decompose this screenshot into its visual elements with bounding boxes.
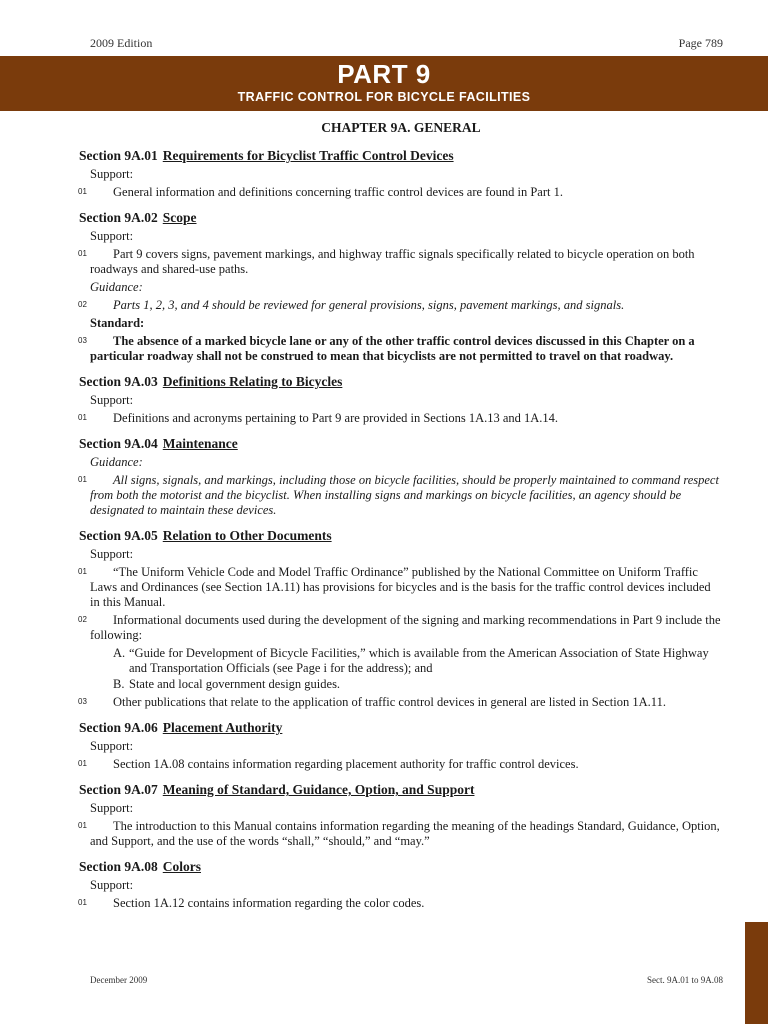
heading-label: Support: xyxy=(90,393,134,407)
heading-label: Guidance: xyxy=(90,280,143,294)
section-heading xyxy=(79,528,723,544)
section xyxy=(79,782,723,849)
paragraph-number: 01 xyxy=(78,249,87,258)
paragraph-number: 01 xyxy=(78,413,87,422)
edition-label: 2009 Edition xyxy=(90,36,153,50)
paragraph-text: The absence of a marked bicycle lane or any of the other traffic control devices discussed in this Chapter on a particular roadway shall not be construed to mean that bicyclists are not permitted to travel on that roadway. xyxy=(90,334,695,363)
section-title: Placement Authority xyxy=(162,720,283,735)
list-marker: A. xyxy=(113,646,126,660)
paragraph-number: 01 xyxy=(78,759,87,768)
section-heading xyxy=(79,436,723,452)
section-heading xyxy=(79,859,723,875)
paragraph-number: 01 xyxy=(78,187,87,196)
heading-label: Guidance: xyxy=(90,455,143,469)
paragraph-number: 01 xyxy=(78,475,87,484)
paragraph-text: The introduction to this Manual contains information regarding the meaning of the headings Standard, Guidance, Option, and Support, and the use of the words “shall,” “should,” and “may.” xyxy=(90,819,720,848)
heading-label: Support: xyxy=(90,229,134,243)
section-number: Section 9A.07 xyxy=(79,782,158,797)
footer-section-range: Sect. 9A.01 to 9A.08 xyxy=(647,975,723,985)
section-heading xyxy=(79,210,723,226)
paragraph xyxy=(79,757,723,772)
section-number: Section 9A.03 xyxy=(79,374,158,389)
section-heading xyxy=(79,148,723,164)
heading-label: Standard: xyxy=(90,316,145,330)
section-number: Section 9A.04 xyxy=(79,436,158,451)
paragraph xyxy=(79,298,723,313)
section-title: Colors xyxy=(162,859,201,874)
paragraph xyxy=(79,334,723,364)
section-number: Section 9A.06 xyxy=(79,720,158,735)
paragraph-text: “The Uniform Vehicle Code and Model Traffic Ordinance” published by the National Committee on Uniform Traffic Laws and Ordinances (see Section 1A.11) has provisions for bicycles and is the basis for the traffic control devices included in this Manual. xyxy=(90,565,711,609)
paragraph xyxy=(79,473,723,518)
part-title: PART 9 xyxy=(337,59,431,89)
section-title: Relation to Other Documents xyxy=(162,528,332,543)
page-header xyxy=(90,36,723,52)
section-title: Definitions Relating to Bicycles xyxy=(162,374,343,389)
paragraph-number: 03 xyxy=(78,336,87,345)
paragraph-text: Section 1A.12 contains information regarding the color codes. xyxy=(113,896,425,910)
paragraph xyxy=(79,695,723,710)
paragraph-number: 01 xyxy=(78,898,87,907)
list-item-text: State and local government design guides. xyxy=(129,677,341,691)
section xyxy=(79,528,723,710)
heading-label: Support: xyxy=(90,878,134,892)
section-number: Section 9A.08 xyxy=(79,859,158,874)
part-subtitle: TRAFFIC CONTROL FOR BICYCLE FACILITIES xyxy=(237,90,531,104)
page-number: Page 789 xyxy=(678,36,723,50)
paragraph-text: Part 9 covers signs, pavement markings, and highway traffic signals specifically related to bicycle operation on both roadways and shared-use paths. xyxy=(90,247,695,276)
heading-label: Support: xyxy=(90,739,134,753)
section-heading xyxy=(79,782,723,798)
paragraph-number: 03 xyxy=(78,697,87,706)
section-title: Meaning of Standard, Guidance, Option, and Support xyxy=(162,782,475,797)
heading-label: Support: xyxy=(90,801,134,815)
page-body xyxy=(79,120,723,921)
paragraph xyxy=(79,613,723,643)
section xyxy=(79,859,723,911)
paragraph-text: All signs, signals, and markings, including those on bicycle facilities, should be properly maintained to command respect from both the motorist and the bicyclist. When installing signs and markings on bicycle facilities, an agency should be designated to maintain these devices. xyxy=(90,473,719,517)
section-title: Requirements for Bicyclist Traffic Control Devices xyxy=(162,148,454,163)
paragraph-text: Other publications that relate to the application of traffic control devices in general are listed in Section 1A.11. xyxy=(113,695,666,709)
paragraph xyxy=(79,896,723,911)
paragraph-text: Definitions and acronyms pertaining to Part 9 are provided in Sections 1A.13 and 1A.14. xyxy=(113,411,559,425)
part-banner xyxy=(0,56,768,111)
sections-container xyxy=(79,148,723,911)
section xyxy=(79,374,723,426)
paragraph xyxy=(79,565,723,610)
list-marker: B. xyxy=(113,677,125,691)
heading-label: Support: xyxy=(90,547,134,561)
section xyxy=(79,148,723,200)
section-title: Maintenance xyxy=(162,436,238,451)
list-item xyxy=(113,677,723,692)
paragraph xyxy=(79,411,723,426)
list-item-text: “Guide for Development of Bicycle Facilities,” which is available from the American Association of State Highway and Transportation Officials (see Page i for the address); and xyxy=(129,646,709,675)
section xyxy=(79,436,723,518)
paragraph-text: Section 1A.08 contains information regarding placement authority for traffic control devices. xyxy=(113,757,579,771)
list-item xyxy=(113,646,723,676)
page-footer xyxy=(90,975,723,989)
paragraph xyxy=(79,185,723,200)
paragraph-number: 02 xyxy=(78,615,87,624)
section-number: Section 9A.02 xyxy=(79,210,158,225)
section xyxy=(79,720,723,772)
section-heading xyxy=(79,720,723,736)
paragraph-text: Informational documents used during the development of the signing and marking recommendations in Part 9 include the following: xyxy=(90,613,721,642)
paragraph-number: 02 xyxy=(78,300,87,309)
lettered-list xyxy=(79,646,723,692)
section-number: Section 9A.01 xyxy=(79,148,158,163)
footer-date: December 2009 xyxy=(90,975,148,985)
paragraph xyxy=(79,819,723,849)
side-thumb-tab xyxy=(745,922,768,1024)
section-title: Scope xyxy=(162,210,197,225)
section xyxy=(79,210,723,364)
section-number: Section 9A.05 xyxy=(79,528,158,543)
section-heading xyxy=(79,374,723,390)
heading-label: Support: xyxy=(90,167,134,181)
chapter-title: CHAPTER 9A. GENERAL xyxy=(321,120,481,135)
paragraph xyxy=(79,247,723,277)
paragraph-text: General information and definitions concerning traffic control devices are found in Part 1. xyxy=(113,185,563,199)
paragraph-text: Parts 1, 2, 3, and 4 should be reviewed for general provisions, signs, pavement markings, and signals. xyxy=(113,298,625,312)
paragraph-number: 01 xyxy=(78,821,87,830)
paragraph-number: 01 xyxy=(78,567,87,576)
